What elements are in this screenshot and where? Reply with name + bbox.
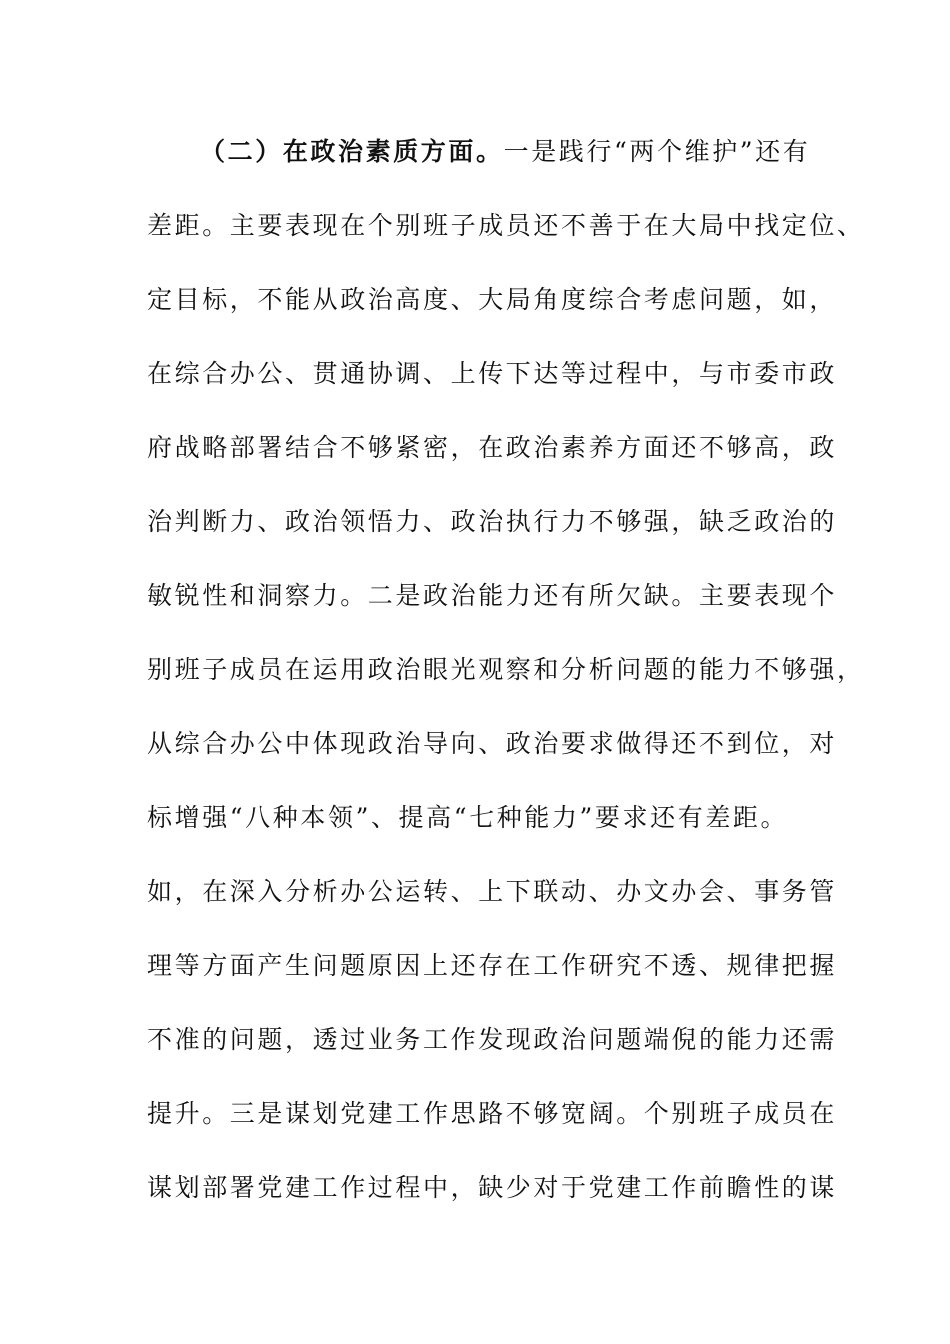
paragraph-line-14: 提升。三是谋划党建工作思路不够宽阔。个别班子成员在 — [147, 1099, 838, 1128]
paragraph-line-13: 不准的问题，透过业务工作发现政治问题端倪的能力还需 — [147, 1025, 838, 1054]
paragraph-line-9: 从综合办公中体现政治导向、政治要求做得还不到位，对 — [147, 729, 838, 758]
paragraph-line-2: 差距。主要表现在个别班子成员还不善于在大局中找定位、 — [147, 211, 865, 240]
paragraph-line-15: 谋划部署党建工作过程中，缺少对于党建工作前瞻性的谋 — [147, 1173, 838, 1202]
paragraph-line-3: 定目标，不能从政治高度、大局角度综合考虑问题，如， — [147, 285, 838, 314]
line-text: 一是践行“两个维护”还有 — [503, 137, 811, 166]
paragraph-line-11: 如，在深入分析办公运转、上下联动、办文办会、事务管 — [147, 877, 838, 906]
section-heading: （二）在政治素质方面。 — [200, 137, 504, 166]
paragraph-line-12: 理等方面产生问题原因上还存在工作研究不透、规律把握 — [147, 951, 838, 980]
paragraph-line-5: 府战略部署结合不够紧密，在政治素养方面还不够高，政 — [147, 433, 838, 462]
paragraph-line-1 — [200, 132, 810, 172]
paragraph-line-6: 治判断力、政治领悟力、政治执行力不够强，缺乏政治的 — [147, 507, 838, 536]
paragraph-line-7: 敏锐性和洞察力。二是政治能力还有所欠缺。主要表现个 — [147, 581, 838, 610]
paragraph-line-10: 标增强“八种本领”、提高“七种能力”要求还有差距。 — [147, 803, 789, 832]
paragraph-line-4: 在综合办公、贯通协调、上传下达等过程中，与市委市政 — [147, 359, 838, 388]
paragraph-line-8: 别班子成员在运用政治眼光观察和分析问题的能力不够强， — [147, 655, 865, 684]
